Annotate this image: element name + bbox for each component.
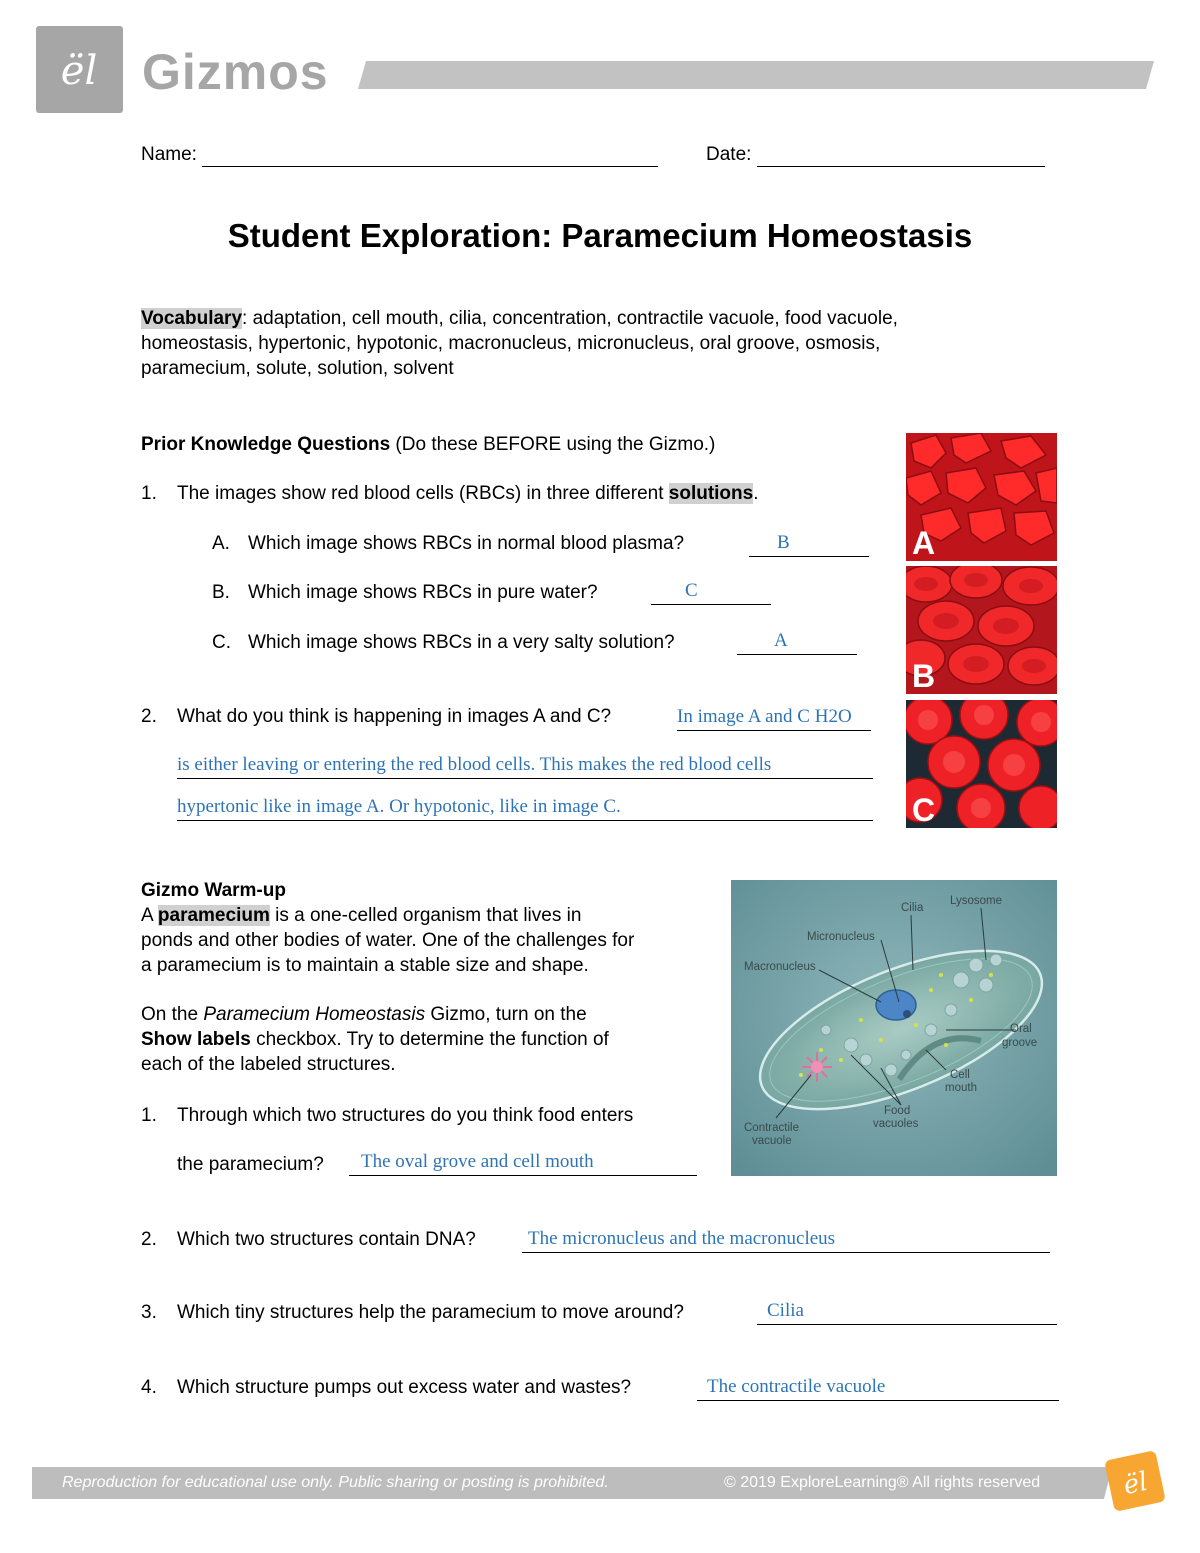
logo-el-icon [36,26,123,113]
footer-el-logo-icon [1101,1445,1171,1515]
warmup-heading: Gizmo Warm-up [141,880,286,901]
vocabulary-line1: : adaptation, cell mouth, cilia, concentration, contractile vacuole, food vacuole, [242,308,898,329]
show-labels-bold: Show labels [141,1029,251,1050]
answer-warmup-q4[interactable] [697,1374,1059,1401]
prior-q2-number: 2. [141,706,157,727]
diagram-label-lysosome: Lysosome [950,895,1002,907]
paramecium-highlight: paramecium [157,905,270,926]
footer-copyright: © 2019 ExploreLearning® All rights reserved [724,1474,1041,1491]
warmup-p1-line3: a paramecium is to maintain a stable size and shape. [141,955,589,976]
vocabulary-section [141,306,1021,381]
prior-q1-text [177,482,759,506]
brand-name: Gizmos [142,44,329,100]
warmup-p2-b: Gizmo, turn on the [425,1004,587,1025]
rbc-label-c: C [912,792,936,828]
warmup-p1-a: A [141,905,158,926]
answer-warmup-q2-text: The micronucleus and the macronucleus [528,1228,836,1249]
rbc-image-b [906,566,1057,694]
prior-q1-text-a: The images show red blood cells (RBCs) in three different [177,483,669,504]
sub-q-b-text: Which image shows RBCs in pure water? [248,582,598,603]
answer-q2-line2[interactable]: is either leaving or entering the red blood cells. This makes the red blood cells [177,752,873,779]
name-field[interactable] [202,144,658,167]
vocabulary-label: Vocabulary [141,308,243,329]
warmup-q2-number: 2. [141,1229,157,1250]
answer-sub-a: B [777,532,790,553]
answer-sub-b: C [685,580,698,601]
warmup-p2-a: On the [141,1004,204,1025]
prior-q1-number: 1. [141,483,157,504]
diagram-label-macronucleus: Macronucleus [744,961,816,973]
answer-field-sub-b[interactable] [651,578,771,605]
answer-warmup-q1[interactable] [349,1149,697,1176]
name-label: Name: [141,144,197,165]
answer-q2-line3[interactable]: hypertonic like in image A. Or hypotonic, like in image C. [177,794,873,821]
warmup-q4-text: Which structure pumps out excess water and wastes? [177,1377,632,1398]
vocabulary-line2: homeostasis, hypertonic, hypotonic, macronucleus, micronucleus, oral groove, osmosis, [141,333,881,354]
answer-warmup-q3[interactable] [757,1298,1057,1325]
diagram-label-oral: Oral [1010,1023,1032,1035]
answer-warmup-q2[interactable] [522,1226,1050,1253]
header-bar [358,61,1154,89]
solutions-highlight: solutions [668,483,754,504]
diagram-label-vacuoles: vacuoles [873,1118,919,1130]
sub-q-a-text: Which image shows RBCs in normal blood plasma? [248,533,685,554]
rbc-label-a: A [912,525,936,561]
warmup-p1-line2: ponds and other bodies of water. One of the challenges for [141,930,635,951]
svg-text:ël: ël [1120,1466,1151,1502]
rbc-image-a [906,433,1057,561]
gizmo-name-italic: Paramecium Homeostasis [203,1004,426,1025]
date-field-row [706,143,1045,167]
warmup-p2-c: checkbox. Try to determine the function of [250,1029,609,1050]
warmup-q2-text: Which two structures contain DNA? [177,1229,476,1250]
warmup-p2-line3: each of the labeled structures. [141,1054,396,1075]
diagram-label-groove: groove [1002,1037,1038,1049]
footer-notice: Reproduction for educational use only. Public sharing or posting is prohibited. [62,1474,609,1491]
warmup-q3-text: Which tiny structures help the paramecium to move around? [177,1302,684,1323]
explorelearning-logo [36,26,123,113]
prior-q1-text-b: . [753,483,759,504]
warmup-q3-number: 3. [141,1302,157,1323]
warmup-p1-b: is a one-celled organism that lives in [269,905,582,926]
answer-sub-c: A [774,630,788,651]
warmup-q1-number: 1. [141,1105,157,1126]
sub-q-b-letter: B. [212,582,230,603]
sub-q-c-text: Which image shows RBCs in a very salty solution? [248,632,675,653]
answer-field-sub-c[interactable] [737,628,857,655]
warmup-q1-text: Through which two structures do you think food enters [177,1105,634,1126]
name-field-row [141,143,658,167]
diagram-label-vacuole: vacuole [752,1135,792,1147]
diagram-label-cilia: Cilia [901,902,924,914]
paramecium-diagram [731,880,1057,1176]
prior-knowledge-heading [141,432,715,457]
date-label: Date: [706,144,752,165]
diagram-label-mouth: mouth [945,1082,977,1094]
diagram-label-contractile: Contractile [744,1122,799,1134]
warmup-q4-number: 4. [141,1377,157,1398]
answer-warmup-q4-text: The contractile vacuole [707,1376,886,1397]
rbc-image-c [906,700,1057,828]
answer-warmup-q3-text: Cilia [767,1300,804,1321]
diagram-label-micronucleus: Micronucleus [807,931,875,943]
warmup-section [141,878,634,1077]
svg-text:ël: ël [60,48,98,94]
warmup-q1-text2: the paramecium? [177,1154,324,1175]
prior-heading-note: (Do these BEFORE using the Gizmo.) [390,434,716,455]
page-title: Student Exploration: Paramecium Homeostasis [227,217,973,254]
rbc-label-b: B [912,658,936,694]
answer-field-sub-a[interactable] [749,530,869,557]
diagram-label-food: Food [884,1105,911,1117]
sub-q-a-letter: A. [212,533,230,554]
date-field[interactable] [757,144,1045,167]
answer-q2-line1[interactable]: In image A and C H2O [677,704,871,731]
vocabulary-line3: paramecium, solute, solution, solvent [141,358,454,379]
prior-heading-bold: Prior Knowledge Questions [141,434,391,455]
prior-q2-text: What do you think is happening in images A and C? [177,706,612,727]
answer-warmup-q1-text: The oval grove and cell mouth [361,1151,594,1172]
diagram-label-cell: Cell [950,1069,970,1081]
sub-q-c-letter: C. [212,632,231,653]
